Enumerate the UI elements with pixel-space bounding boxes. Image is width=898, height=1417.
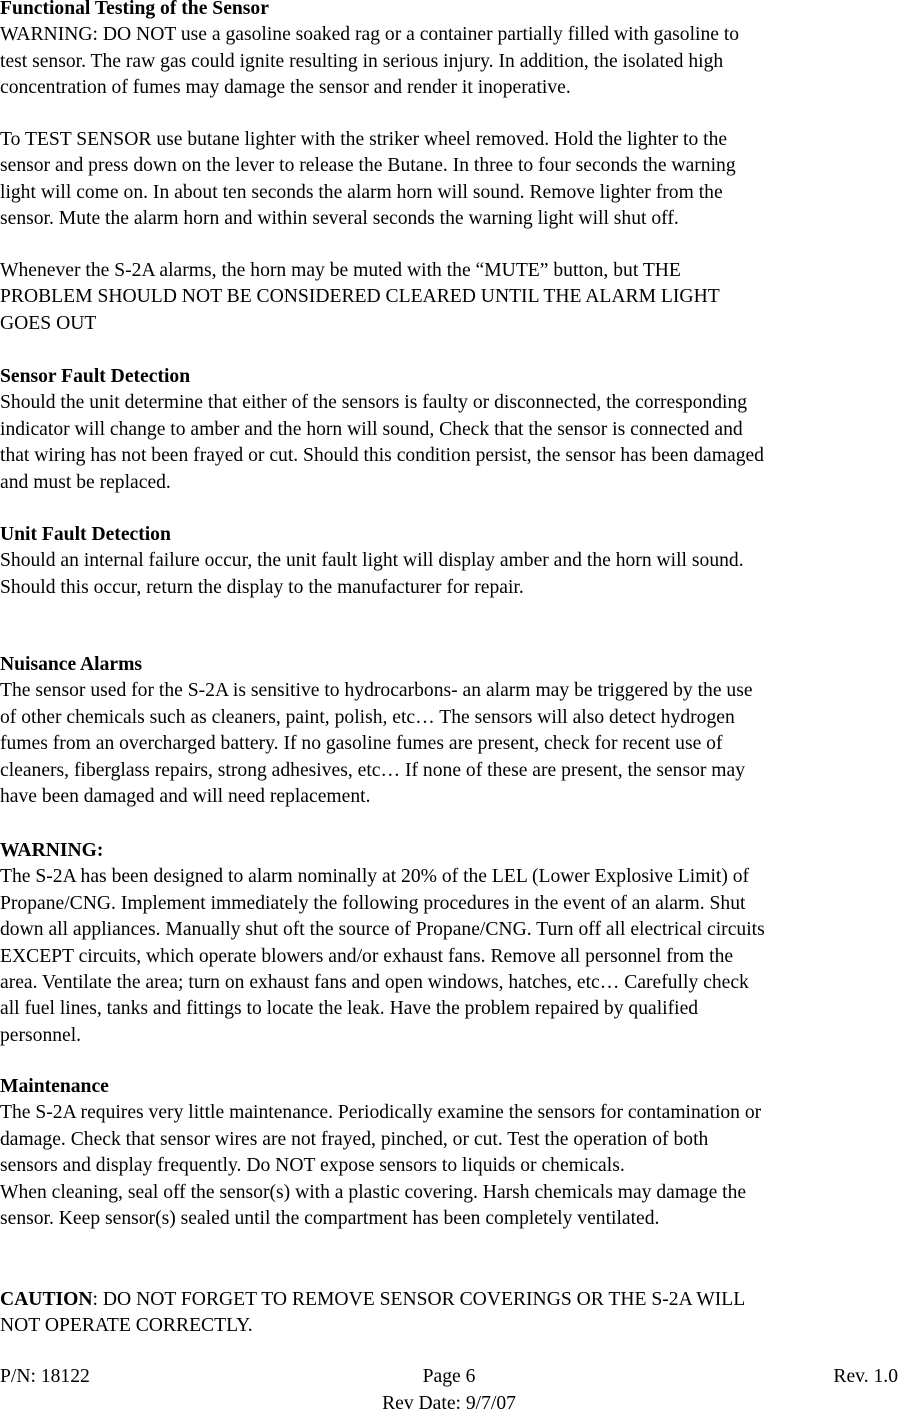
text-line: WARNING: DO NOT use a gasoline soaked rag or a container partially filled with gasoline to <box>0 24 740 46</box>
text-line: To TEST SENSOR use butane lighter with the striker wheel removed. Hold the lighter to the <box>0 129 728 150</box>
text-line: Should an internal failure occur, the unit fault light will display amber and the horn will sound. <box>0 550 744 572</box>
revision: Rev. 1.0 <box>833 1366 898 1387</box>
section-heading: Unit Fault Detection <box>0 524 171 545</box>
paragraph-mute-warning <box>0 258 898 337</box>
text-line: that wiring has not been frayed or cut. Should this condition persist, the sensor has been damaged <box>0 445 764 467</box>
section-sensor-fault-detection <box>0 364 898 496</box>
text-line: EXCEPT circuits, which operate blowers and/or exhaust fans. Remove all personnel from the <box>0 945 734 967</box>
caution-label: CAUTION <box>0 1289 93 1310</box>
text-line: cleaners, fiberglass repairs, strong adhesives, etc… If none of these are present, the sensor may <box>0 759 746 781</box>
text-line: PROBLEM SHOULD NOT BE CONSIDERED CLEARED UNTIL THE ALARM LIGHT <box>0 286 720 308</box>
text-line: The S-2A requires very little maintenance. Periodically examine the sensors for contamination or <box>0 1102 762 1124</box>
section-functional-testing <box>0 0 898 102</box>
text-line: NOT OPERATE CORRECTLY. <box>0 1315 253 1337</box>
text-line: The sensor used for the S-2A is sensitive to hydrocarbons- an alarm may be triggered by the use <box>0 680 753 702</box>
text-line: have been damaged and will need replacement. <box>0 786 371 808</box>
revision-date: Rev Date: 9/7/07 <box>382 1392 516 1414</box>
text-line: fumes from an overcharged battery. If no gasoline fumes are present, check for recent use of <box>0 733 723 755</box>
section-heading: Nuisance Alarms <box>0 654 143 675</box>
text-line <box>0 1287 898 1313</box>
text-line: sensor. Mute the alarm horn and within several seconds the warning light will shut off. <box>0 208 679 230</box>
text-line: sensors and display frequently. Do NOT expose sensors to liquids or chemicals. <box>0 1155 625 1177</box>
paragraph-test-sensor <box>0 127 898 233</box>
text-line: sensor. Keep sensor(s) sealed until the compartment has been completely ventilated. <box>0 1208 660 1230</box>
text-line: personnel. <box>0 1024 82 1046</box>
text-line: damage. Check that sensor wires are not frayed, pinched, or cut. Test the operation of both <box>0 1128 709 1150</box>
section-heading: WARNING: <box>0 840 104 861</box>
text-line: GOES OUT <box>0 312 97 334</box>
text-line: Whenever the S-2A alarms, the horn may be muted with the “MUTE” button, but THE <box>0 260 681 281</box>
text-line: area. Ventilate the area; turn on exhaust fans and open windows, hatches, etc… Carefully check <box>0 972 749 994</box>
section-maintenance <box>0 1074 898 1232</box>
section-heading: Functional Testing of the Sensor <box>0 0 269 19</box>
part-number: P/N: 18122 <box>0 1366 90 1387</box>
section-nuisance-alarms <box>0 652 898 810</box>
caution-text: : DO NOT FORGET TO REMOVE SENSOR COVERINGS OR THE S-2A WILL <box>92 1289 746 1310</box>
text-line: When cleaning, seal off the sensor(s) with a plastic covering. Harsh chemicals may damage the <box>0 1181 747 1203</box>
text-line: of other chemicals such as cleaners, paint, polish, etc… The sensors will also detect hydrogen <box>0 706 735 728</box>
caution-notice <box>0 1287 898 1340</box>
text-line: Should this occur, return the display to the manufacturer for repair. <box>0 576 524 598</box>
text-line: concentration of fumes may damage the sensor and render it inoperative. <box>0 77 571 99</box>
text-line: and must be replaced. <box>0 471 171 493</box>
text-line: down all appliances. Manually shut oft the source of Propane/CNG. Turn off all electrical circuits <box>0 919 765 941</box>
text-line: light will come on. In about ten seconds the alarm horn will sound. Remove lighter from the <box>0 181 723 203</box>
section-warning <box>0 838 898 1049</box>
text-line: Propane/CNG. Implement immediately the following procedures in the event of an alarm. Shut <box>0 892 746 914</box>
text-line: sensor and press down on the lever to release the Butane. In three to four seconds the warning <box>0 155 736 177</box>
section-heading: Maintenance <box>0 1076 109 1097</box>
section-heading: Sensor Fault Detection <box>0 366 191 387</box>
text-line: test sensor. The raw gas could ignite resulting in serious injury. In addition, the isolated high <box>0 50 724 72</box>
section-unit-fault-detection <box>0 522 898 601</box>
text-line: indicator will change to amber and the horn will sound, Check that the sensor is connected and <box>0 418 743 440</box>
text-line: The S-2A has been designed to alarm nominally at 20% of the LEL (Lower Explosive Limit) of <box>0 866 750 888</box>
text-line: Should the unit determine that either of the sensors is faulty or disconnected, the corresponding <box>0 392 748 414</box>
text-line: all fuel lines, tanks and fittings to locate the leak. Have the problem repaired by qualified <box>0 998 699 1020</box>
page-number: Page 6 <box>422 1366 476 1387</box>
